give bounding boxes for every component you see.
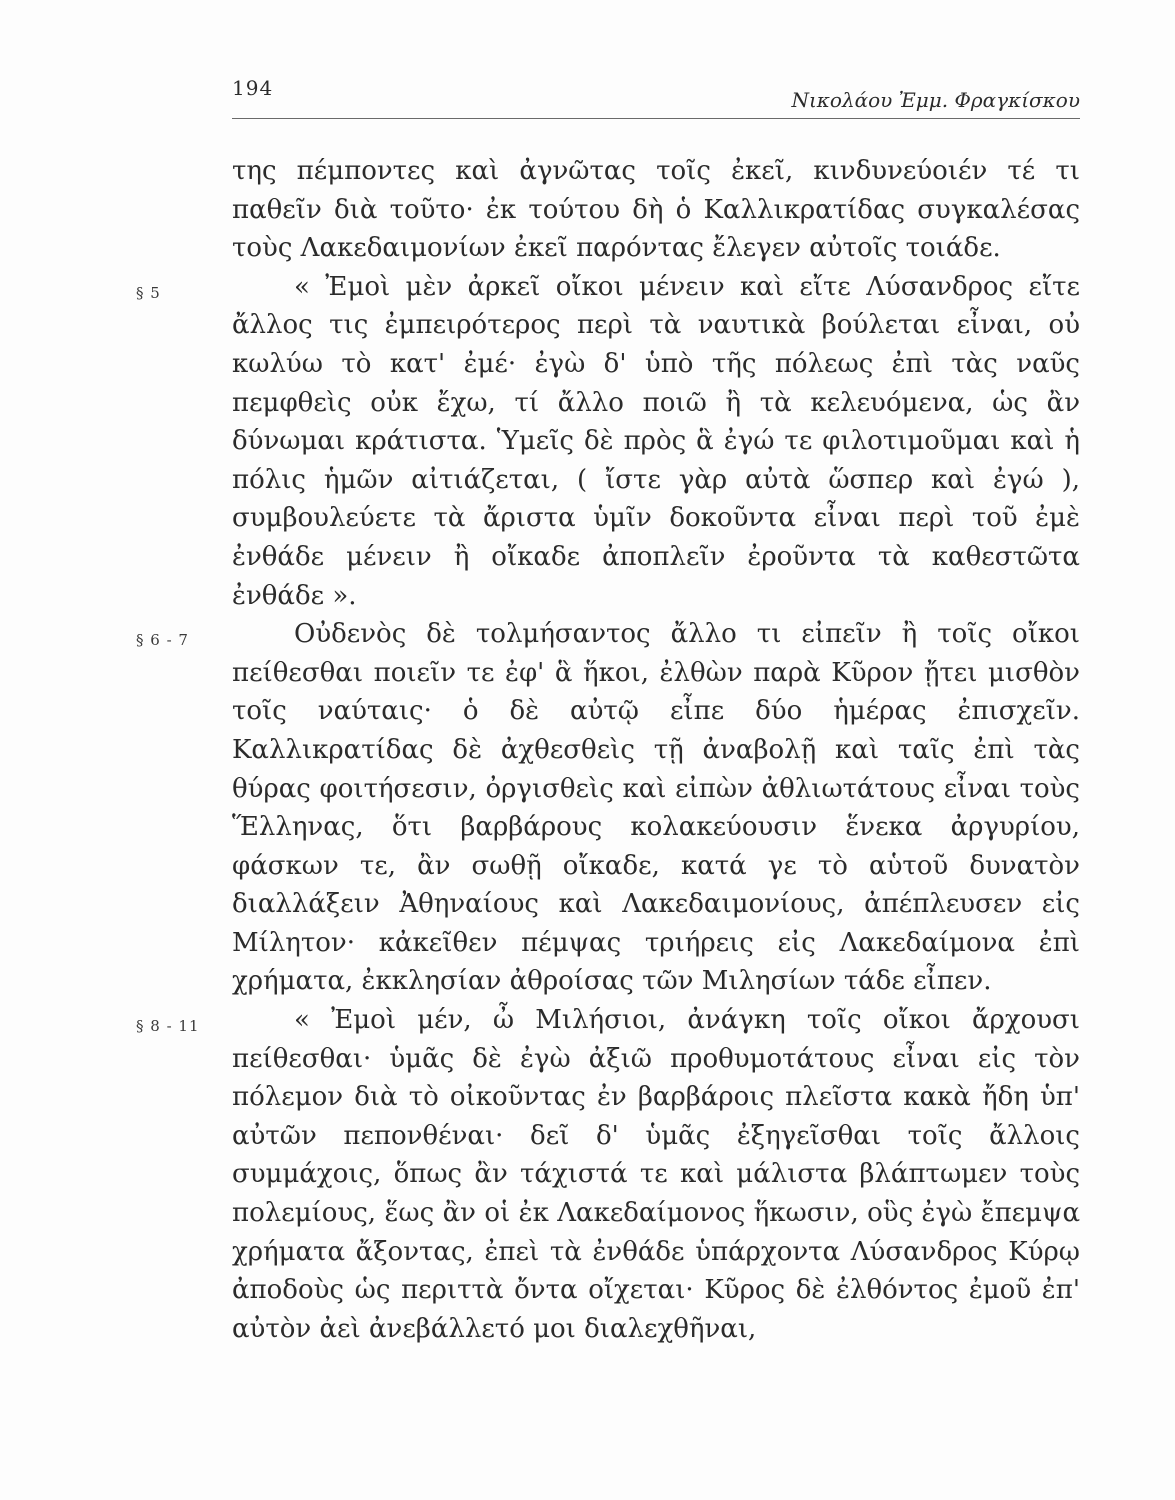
- paragraph-text: « Ἐμοὶ μὲν ἀρκεῖ οἴκοι μένειν καὶ εἴτε Λύσανδρος εἴτε ἄλλος τις ἐμπειρότερος περὶ τὰ ναυτικὰ βούλεται εἶναι, οὐ κωλύω τὸ κατ' ἐμέ· ἐγὼ δ' ὑπὸ τῆς πόλεως ἐπὶ τὰς ναῦς πεμφθεὶς οὐκ ἔχω, τί ἄλλο ποιῶ ἢ τὰ κελευόμενα, ὡς ἂν δύνωμαι κράτιστα. Ὑμεῖς δὲ πρὸς ἃ ἐγώ τε φιλοτιμοῦμαι καὶ ἡ πόλις ἡμῶν αἰτιάζεται, ( ἴστε γὰρ αὐτὰ ὥσπερ καὶ ἐγώ ), συμβουλεύετε τὰ ἄριστα ὑμῖν δοκοῦντα εἶναι περὶ τοῦ ἐμὲ ἐνθάδε μένειν ἢ οἴκαδε ἀποπλεῖν ἐροῦντα τὰ καθεστῶτα ἐνθάδε ».: [232, 271, 1080, 611]
- paragraph-text: της πέμποντες καὶ ἀγνῶτας τοῖς ἐκεῖ, κινδυνεύοιέν τέ τι παθεῖν διὰ τοῦτο· ἐκ τούτου δὴ ὁ Καλλικρατίδας συγκαλέσας τοὺς Λακεδαιμονίων ἐκεῖ παρόντας ἔλεγεν αὐτοῖς τοιάδε.: [232, 156, 1080, 264]
- section-marker: § 6 - 7: [136, 631, 189, 650]
- section-marker: § 5: [136, 283, 161, 302]
- paragraph-3: [136, 615, 1080, 1001]
- running-head: Νικολάου Ἐμμ. Φραγκίσκου: [791, 88, 1080, 112]
- paragraph-text: « Ἐμοὶ μέν, ὦ Μιλήσιοι, ἀνάγκη τοῖς οἴκοι ἄρχουσι πείθεσθαι· ὑμᾶς δὲ ἐγὼ ἀξιῶ προθυμοτάτους εἶναι εἰς τὸν πόλεμον διὰ τὸ οἰκοῦντας ἐν βαρβάροις πλεῖστα κακὰ ἤδη ὑπ' αὐτῶν πεπονθέναι· δεῖ δ' ὑμᾶς ἐξηγεῖσθαι τοῖς ἄλλοις συμμάχοις, ὅπως ἂν τάχιστά τε καὶ μάλιστα βλάπτωμεν τοὺς πολεμίους, ἕως ἂν οἱ ἐκ Λακεδαίμονος ἥκωσιν, οὓς ἐγὼ ἔπεμψα χρήματα ἄξοντας, ἐπεὶ τὰ ἐνθάδε ὑπάρχοντα Λύσανδρος Κύρῳ ἀποδοὺς ὡς περιττὰ ὄντα οἴχεται· Κῦρος δὲ ἐλθόντος ἐμοῦ ἐπ' αὐτὸν ἀεὶ ἀνεβάλλετό μοι διαλεχθῆναι,: [232, 1005, 1080, 1344]
- section-marker: § 8 - 11: [136, 1017, 200, 1036]
- main-text: [136, 152, 1080, 1348]
- paragraph-1: [232, 152, 1080, 268]
- paragraph-2: [136, 268, 1080, 615]
- page-number: 194: [232, 76, 274, 100]
- paragraph-text: Οὐδενὸς δὲ τολμήσαντος ἄλλο τι εἰπεῖν ἢ τοῖς οἴκοι πείθεσθαι ποιεῖν τε ἐφ' ἃ ἥκοι, ἐλθὼν παρὰ Κῦρον ᾔτει μισθὸν τοῖς ναύταις· ὁ δὲ αὐτῷ εἶπε δύο ἡμέρας ἐπισχεῖν. Καλλικρατίδας δὲ ἀχθεσθεὶς τῇ ἀναβολῇ καὶ ταῖς ἐπὶ τὰς θύρας φοιτήσεσιν, ὀργισθεὶς καὶ εἰπὼν ἀθλιωτάτους εἶναι τοὺς Ἕλληνας, ὅτι βαρβάρους κολακεύουσιν ἕνεκα ἀργυρίου, φάσκων τε, ἂν σωθῇ οἴκαδε, κατά γε τὸ αὑτοῦ δυνατὸν διαλλάξειν Ἀθηναίους καὶ Λακεδαιμονίους, ἀπέπλευσεν εἰς Μίλητον· κἀκεῖθεν πέμψας τριήρεις εἰς Λακεδαίμονα ἐπὶ χρήματα, ἐκκλησίαν ἀθροίσας τῶν Μιλησίων τάδε εἶπεν.: [232, 619, 1080, 997]
- header-rule: [232, 118, 1080, 119]
- page-header: [232, 72, 1080, 112]
- paragraph-4: [136, 1001, 1080, 1348]
